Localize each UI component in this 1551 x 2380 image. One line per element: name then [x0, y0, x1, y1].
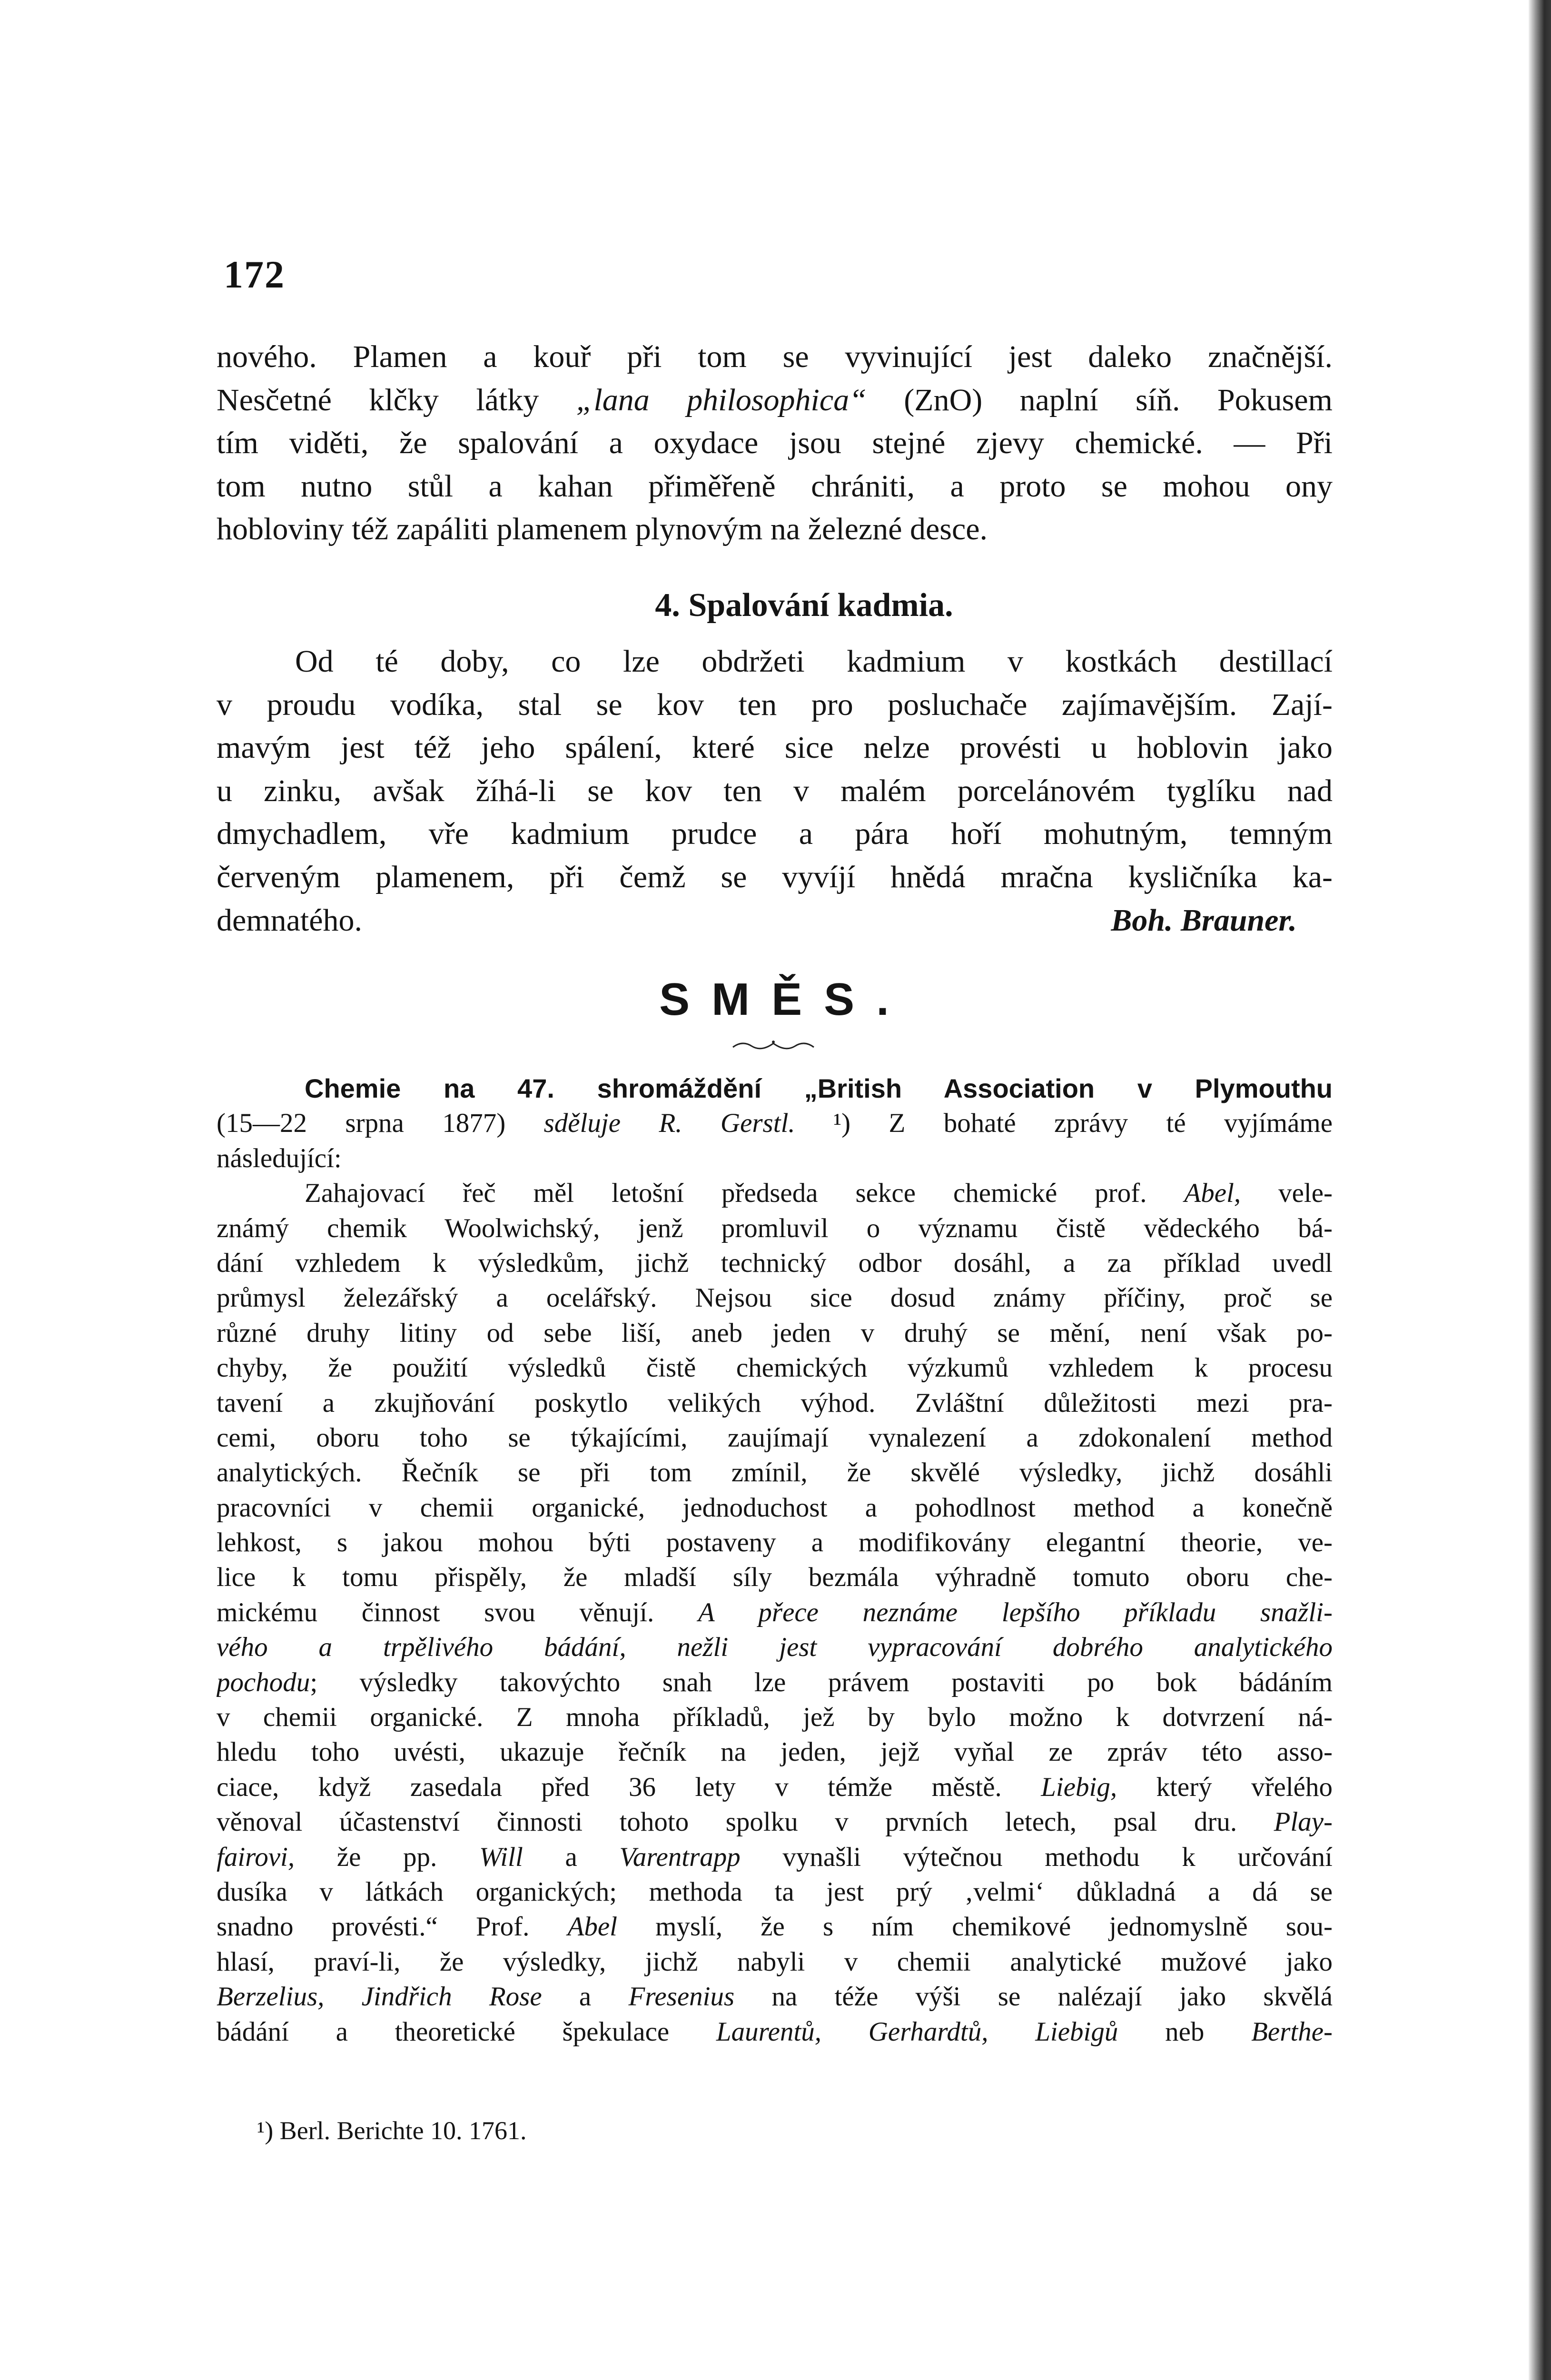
- text-line: [217, 1665, 1333, 1700]
- paragraph-spalovani-kadmia: [217, 640, 1333, 942]
- paragraph-continuation: [217, 336, 1333, 551]
- text-line: [217, 1979, 1333, 2014]
- text-line: Od té doby, co lze obdržeti kadmium v kostkách destillací: [295, 644, 1333, 679]
- author-signature: Boh. Brauner.: [1111, 902, 1297, 938]
- italic-term: Laurentů, Gerhardtů, Liebigů: [716, 2016, 1118, 2047]
- page-number: 172: [224, 253, 285, 296]
- text-line: [217, 2014, 1333, 2049]
- text-line: [217, 1770, 1333, 1805]
- italic-term: Play-: [1274, 1807, 1333, 1837]
- text-run: (ZnO) naplní síň. Pokusem: [866, 382, 1333, 417]
- text-run: snadno provésti.“ Prof.: [217, 1912, 568, 1942]
- text-run: že pp.: [295, 1842, 479, 1872]
- text-line: dmychadlem, vře kadmium prudce a pára hoří mohutným, temným: [217, 816, 1333, 852]
- text-line: lehkost, s jakou mohou býti postaveny a modifikovány elegantní theorie, ve-: [217, 1527, 1333, 1558]
- scan-edge-shadow: [1529, 0, 1551, 2380]
- text-run: Nesčetné klčky látky: [217, 382, 576, 417]
- italic-term: Berthe-: [1251, 2016, 1333, 2047]
- text-line: [217, 899, 1333, 942]
- ornament-divider: [731, 1038, 816, 1052]
- text-line: červeným plamenem, při čemž se vyvíjí hnědá mračna kysličníka ka-: [217, 859, 1333, 894]
- text-run: bádání a theoretické špekulace: [217, 2016, 716, 2047]
- text-line: známý chemik Woolwichský, jenž promluvil o významu čistě vědeckého bá-: [217, 1213, 1333, 1243]
- text-line: dání vzhledem k výsledkům, jichž technický odbor dosáhl, a za příklad uvedl: [217, 1248, 1333, 1278]
- italic-term: sděluje R. Gerstl.: [543, 1108, 795, 1139]
- text-line: nového. Plamen a kouř při tom se vyvinující jest daleko značnější.: [217, 339, 1333, 374]
- section-heading-spalovani: 4. Spalování kadmia.: [655, 587, 953, 624]
- text-line: hlasí, praví-li, že výsledky, jichž nabyli v chemii analytické mužové jako: [217, 1946, 1333, 1977]
- text-line: hledu toho uvésti, ukazuje řečník na jeden, jejž vyňal ze zpráv této asso-: [217, 1737, 1333, 1767]
- italic-term: pochodu: [217, 1667, 310, 1697]
- text-run: mickému činnost svou věnují.: [217, 1597, 698, 1627]
- report-title-line: Chemie na 47. shromáždění „British Association v Plymouthu: [305, 1073, 1333, 1103]
- text-run: ; výsledky takovýchto snah lze právem postaviti po bok bádáním: [310, 1667, 1333, 1697]
- text-line: [217, 1595, 1333, 1630]
- text-run: demnatého.: [217, 902, 363, 938]
- italic-term: Will: [479, 1842, 523, 1872]
- text-line: [217, 1176, 1333, 1210]
- text-line: [217, 1106, 1333, 1140]
- text-run: který vřelého: [1117, 1772, 1333, 1802]
- italic-term: A přece neznáme lepšího příkladu snažli-: [698, 1597, 1333, 1627]
- text-run: vynašli výtečnou methodu k určování: [740, 1842, 1333, 1872]
- text-run: věnoval účastenství činnosti tohoto spolku v prvních letech, psal dru.: [217, 1807, 1274, 1837]
- text-run: a: [542, 1982, 629, 2012]
- italic-term: Liebig,: [1041, 1772, 1117, 1802]
- italic-term: vého a trpělivého bádání, nežli jest vypracování dobrého analytického: [217, 1632, 1333, 1663]
- text-line: mavým jest též jeho spálení, které sice nelze provésti u hoblovin jako: [217, 730, 1333, 765]
- italic-term: Berzelius, Jindřich Rose: [217, 1982, 542, 2012]
- text-run: neb: [1118, 2016, 1252, 2047]
- section-heading-smes: SMĚS.: [659, 974, 911, 1025]
- text-line: hobloviny též zapáliti plamenem plynovým na železné desce.: [217, 512, 988, 547]
- italic-term: Abel,: [1184, 1178, 1241, 1209]
- text-line: tím viděti, že spalování a oxydace jsou stejné zjevy chemické. — Při: [217, 426, 1333, 461]
- text-line: cemi, oboru toho se týkajícími, zaujímají vynalezení a zdokonalení method: [217, 1422, 1333, 1453]
- italic-term: fairovi,: [217, 1842, 295, 1872]
- text-line: pracovníci v chemii organické, jednoduchost a pohodlnost method a konečně: [217, 1492, 1333, 1523]
- text-line: průmysl železářský a ocelářský. Nejsou sice dosud známy příčiny, proč se: [217, 1283, 1333, 1313]
- italic-term: Fresenius: [628, 1982, 735, 2012]
- text-line: [217, 1630, 1333, 1665]
- text-line: [217, 1805, 1333, 1839]
- italic-term: „lana philosophica“: [576, 382, 867, 417]
- text-line: [217, 379, 1333, 422]
- text-line: tom nutno stůl a kahan přiměřeně chrániti, a proto se mohou ony: [217, 468, 1333, 504]
- text-run: (15—22 srpna 1877): [217, 1108, 544, 1139]
- text-line: chyby, že použití výsledků čistě chemických výzkumů vzhledem k procesu: [217, 1353, 1333, 1383]
- text-run: ciace, když zasedala před 36 lety v témže městě.: [217, 1772, 1041, 1802]
- text-run: vele-: [1241, 1178, 1333, 1209]
- text-line: v proudu vodíka, stal se kov ten pro posluchače zajímavějším. Zají-: [217, 687, 1333, 722]
- report-british-association: [217, 1071, 1333, 2049]
- italic-term: Varentrapp: [619, 1842, 741, 1872]
- footnote: ¹) Berl. Berichte 10. 1761.: [257, 2116, 527, 2145]
- text-line: analytických. Řečník se při tom zmínil, že skvělé výsledky, jichž dosáhli: [217, 1458, 1333, 1488]
- text-line: dusíka v látkách organických; methoda ta jest prý ‚velmi‘ důkladná a dá se: [217, 1876, 1333, 1907]
- text-run: a: [523, 1842, 620, 1872]
- text-run: ¹) Z bohaté zprávy té vyjímáme: [795, 1108, 1333, 1139]
- text-line: následující:: [217, 1143, 342, 1173]
- text-line: [217, 1909, 1333, 1944]
- text-run: Zahajovací řeč měl letošní předseda sekce chemické prof.: [305, 1178, 1185, 1209]
- text-run: myslí, že s ním chemikové jednomyslně sou-: [617, 1912, 1333, 1942]
- text-line: lice k tomu přispěly, že mladší síly bezmála výhradně tomuto oboru che-: [217, 1562, 1333, 1593]
- text-run: na téže výši se nalézají jako skvělá: [734, 1982, 1333, 2012]
- text-line: [217, 1840, 1333, 1874]
- text-line: u zinku, avšak žíhá-li se kov ten v malém porcelánovém tyglíku nad: [217, 773, 1333, 808]
- italic-term: Abel: [567, 1912, 618, 1942]
- text-line: různé druhy litiny od sebe liší, aneb jeden v druhý se mění, není však po-: [217, 1318, 1333, 1348]
- text-line: tavení a zkujňování poskytlo velikých výhod. Zvláštní důležitosti mezi pra-: [217, 1388, 1333, 1418]
- text-line: v chemii organické. Z mnoha příkladů, jež by bylo možno k dotvrzení ná-: [217, 1702, 1333, 1733]
